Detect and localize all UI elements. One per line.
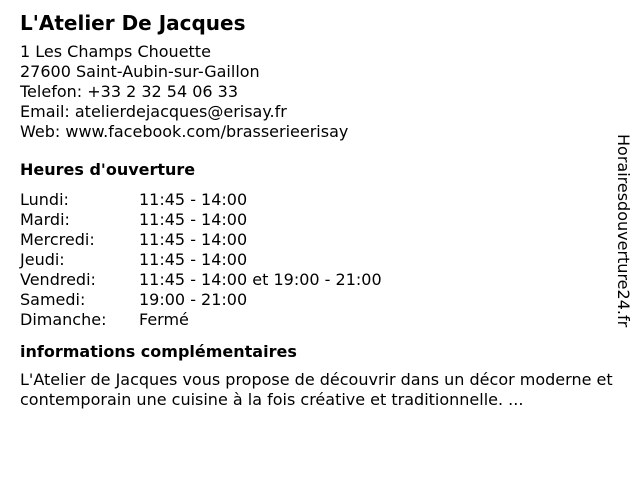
address-line-1: 1 Les Champs Chouette [20, 42, 211, 61]
hours-time: 19:00 - 21:00 [139, 290, 248, 309]
hours-time: 11:45 - 14:00 et 19:00 - 21:00 [139, 270, 382, 289]
site-watermark: Horairesdouverture24.fr [614, 134, 633, 328]
hours-table [20, 190, 616, 330]
hours-row [20, 190, 616, 210]
hours-row [20, 250, 616, 270]
hours-time: Fermé [139, 310, 189, 329]
hours-row [20, 210, 616, 230]
info-heading: informations complémentaires [20, 342, 297, 361]
email-line: Email: atelierdejacques@erisay.fr [20, 102, 287, 121]
address-line-2: 27600 Saint-Aubin-sur-Gaillon [20, 62, 260, 81]
hours-day: Lundi: [20, 190, 69, 209]
hours-time: 11:45 - 14:00 [139, 210, 248, 229]
hours-day: Vendredi: [20, 270, 96, 289]
hours-row [20, 290, 616, 310]
hours-time: 11:45 - 14:00 [139, 190, 248, 209]
hours-day: Samedi: [20, 290, 86, 309]
phone-line: Telefon: +33 2 32 54 06 33 [20, 82, 239, 101]
hours-day: Mardi: [20, 210, 70, 229]
hours-time: 11:45 - 14:00 [139, 250, 248, 269]
web-line: Web: www.facebook.com/brasserieerisay [20, 122, 349, 141]
info-description: L'Atelier de Jacques vous propose de découvrir dans un décor moderne et contemporain une cuisine à la fois créative et traditionnelle. ... [20, 370, 613, 409]
business-card [20, 10, 616, 410]
hours-time: 11:45 - 14:00 [139, 230, 248, 249]
business-name: L'Atelier De Jacques [20, 11, 246, 35]
hours-day: Mercredi: [20, 230, 95, 249]
hours-day: Dimanche: [20, 310, 107, 329]
hours-heading: Heures d'ouverture [20, 160, 196, 179]
hours-row [20, 230, 616, 250]
hours-row [20, 270, 616, 290]
hours-day: Jeudi: [20, 250, 65, 269]
hours-row [20, 310, 616, 330]
